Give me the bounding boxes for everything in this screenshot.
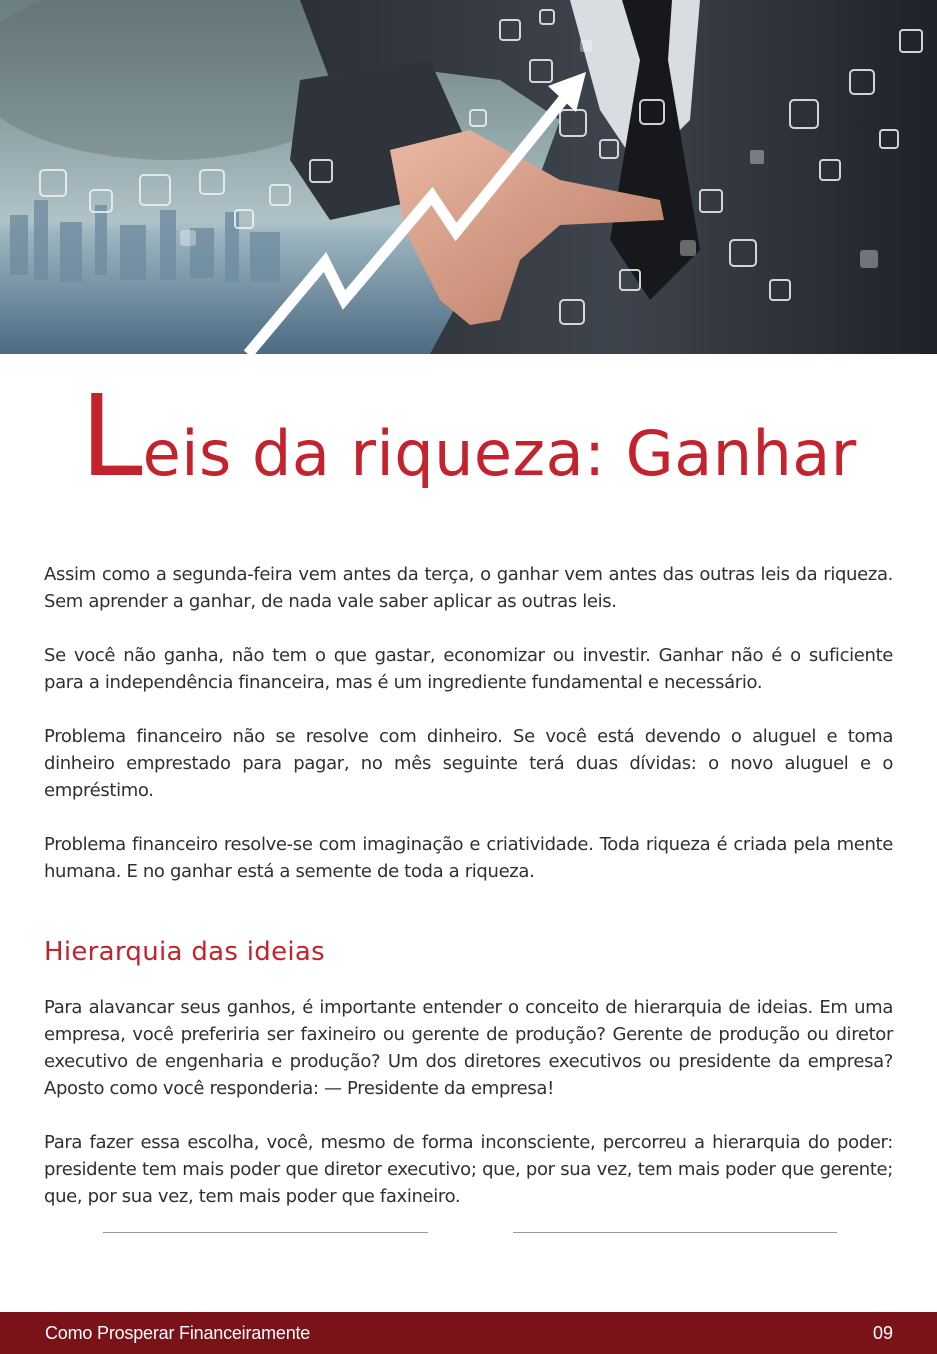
divider-left — [103, 1232, 428, 1233]
paragraph: Assim como a segunda-feira vem antes da terça, o ganhar vem antes das outras leis da riqueza. Sem aprender a ganhar, de nada vale saber aplicar as outras leis. — [44, 564, 893, 612]
intro-text — [44, 642, 893, 696]
businessman-growth-arrow-image — [0, 0, 937, 354]
divider-right — [513, 1232, 837, 1233]
paragraph: Para fazer essa escolha, você, mesmo de forma inconsciente, percorreu a hierarquia do poder: presidente tem mais poder que diretor executivo; que, por sua vez, tem mais poder que gerente; que, por sua vez, tem mais poder que faxineiro. — [44, 1132, 893, 1207]
section-text — [44, 994, 893, 1102]
intro-text — [44, 561, 893, 615]
footer-title: Como Prosperar Financeiramente — [45, 1323, 311, 1343]
section-heading: Hierarquia das ideias — [44, 937, 326, 967]
intro-text — [44, 831, 893, 885]
paragraph: Se você não ganha, não tem o que gastar, economizar ou investir. Ganhar não é o suficiente para a independência financeira, mas é um ingrediente fundamental e necessário. — [44, 645, 893, 693]
paragraph: Problema financeiro não se resolve com dinheiro. Se você está devendo o aluguel e toma dinheiro emprestado para pagar, no mês seguinte terá duas dívidas: o novo aluguel e o empréstimo. — [44, 726, 893, 801]
hero-image — [0, 0, 937, 354]
page-title — [0, 372, 937, 503]
title-initial: L — [80, 372, 143, 503]
intro-text — [44, 723, 893, 804]
paragraph: Para alavancar seus ganhos, é importante entender o conceito de hierarquia de ideias. Em uma empresa, você preferiria ser faxineiro ou gerente de produção? Gerente de produção ou diretor executivo de engenharia e produção? Um dos diretores executivos ou presidente da empresa? Aposto como você responderia: — Presidente da empresa! — [44, 997, 893, 1099]
paragraph: Problema financeiro resolve-se com imaginação e criatividade. Toda riqueza é criada pela mente humana. E no ganhar está a semente de toda a riqueza. — [44, 834, 893, 882]
section-text — [44, 1129, 893, 1210]
page-number: 09 — [872, 1323, 893, 1343]
footer-bar — [0, 1312, 937, 1354]
title-rest: eis da riqueza: Ganhar — [142, 417, 857, 491]
